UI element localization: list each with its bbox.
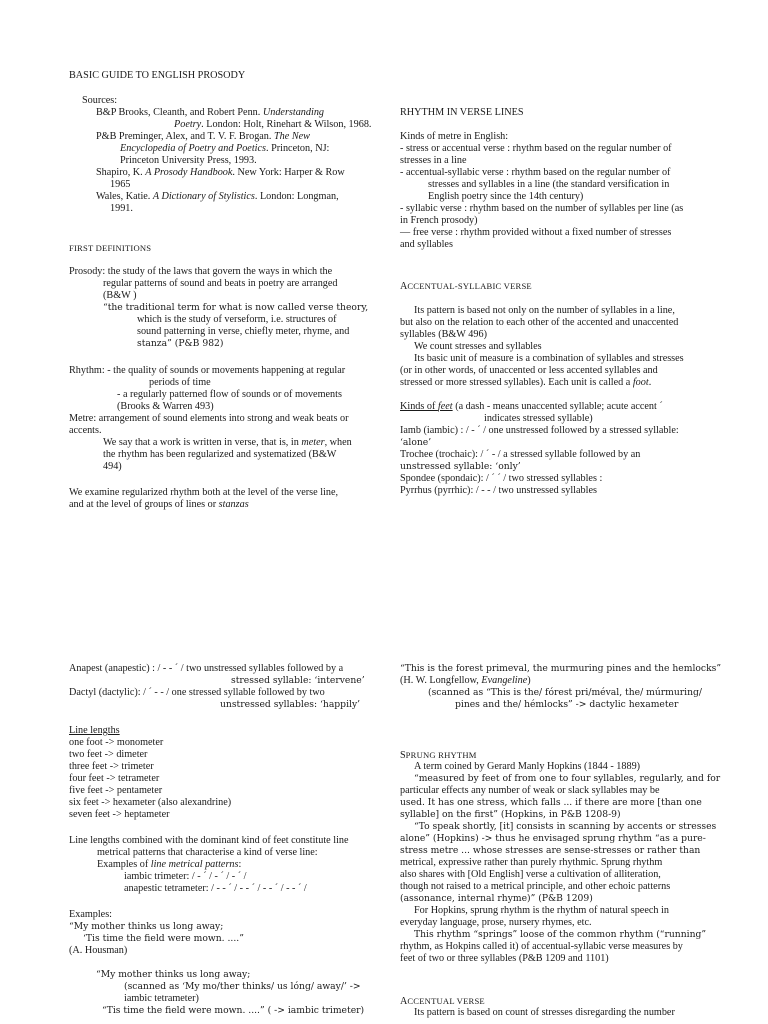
examine-paragraph: We examine regularized rhythm both at the level of the verse line, and at the level of groups of lines or stanzas [69,487,339,510]
source-bp: B&P Brooks, Cleanth, and Robert Penn. Understanding [96,107,324,118]
source-shapiro: Shapiro, K. A Prosody Handbook. New York: Harper & Row [96,167,345,178]
foot-pyrrhus: Pyrrhus (pyrrhic): / - - / two unstressed syllables [400,485,597,496]
first-definitions-heading: FIRST DEFINITIONS [69,243,152,253]
kinds-of-feet: Kinds of feet (a dash - means unaccented syllable; acute accent ´ indicates stressed syllable) Iamb (iambic) : / - ´ / one unstressed followed by a stressed syllable: ‘alone’ Trochee (trochaic): / ´ - / a stressed syllable followed by an unstressed syllable: ‘only’ Spondee (spondaic): / ´ ´ / two stressed syllables : Pyrrhus (pyrrhic): / - - / two unstressed syllables [400,401,679,496]
sources-block [82,95,371,215]
anapest-dactyl: Anapest (anapestic) : / - - ´ / two unstressed syllables followed by a stressed syllable: ‘intervene’ Dactyl (dactylic): / ´ - - / one stressed syllable followed by two unstressed syllables: ‘happily’ [69,663,365,710]
foot-iamb: Iamb (iambic) : / - ´ / one unstressed followed by a stressed syllable: [400,425,679,436]
line-lengths: Line lengths one foot -> monometer two feet -> dimeter three feet -> trimeter four feet -> tetrameter five feet -> pentameter six feet -> hexameter (also alexandrine) seven feet -> heptameter [69,725,232,820]
accentual-syllabic-text: Its pattern is based not only on the number of syllables in a line, but also on the relation to each other of the accented and unaccented syllables (B&W 496) We count stresses and syllables Its basic unit of measure is a combination of syllables and stresses (or in other words, of unaccented or less accented syllables and stressed or more stressed syllables). Each unit is called a foot. [400,305,684,388]
examples-scanned: “My mother thinks us long away; (scanned as ‘My mo/ther thinks/ us lóng/ away/’ -> iambic tetrameter) “Tis time the field were mown. ....” ( -> iambic trimeter) [96,969,365,1016]
rhythm-verse-heading: RHYTHM IN VERSE LINES [400,107,524,118]
foot-dactyl: Dactyl (dactylic): / ´ - - / one stressed syllable followed by two [69,687,325,698]
examples-housman: Examples: “My mother thinks us long away; ‘Tis time the field were mown. ....” (A. Housman) [69,909,244,956]
sprung-rhythm-text: A term coined by Gerard Manly Hopkins (1844 - 1889) “measured by feet of from one to four syllables, regularly, and for particular effects any number of weak or slack syllables may be used. It has one stress, which falls ... if there are more [than one syllable] on the first” (Hopkins, in P&B 1208-9) “To speak shortly, [it] consists in scanning by accents or stresses alone” (Hopkins) -> thus he envisaged sprung rhythm “as a pure- stress metre ... whose stresses are sense-stresses or rather than metrical, expressive rather than purely rhythmic. Sprung rhythm also shares with [Old English] verse a cultivation of alliteration, though not raised to a metrical principle, and other echoic patterns (assonance, internal rhyme)” (P&B 1209) For Hopkins, sprung rhythm is the rhythm of natural speech in everyday language, prose, nursery rhymes, etc. This rhythm “springs” loose of the common rhythm (“running” rhythm, as Hokpins called it) of accentual-syllabic verse measures by feet of two or three syllables (P&B 1209 and 1101) [400,761,721,964]
accentual-verse-heading: ACCENTUAL VERSE [400,996,485,1007]
foot-anapest: Anapest (anapestic) : / - - ´ / two unstressed syllables followed by a [69,663,344,674]
accentual-syllabic-heading: ACCENTUAL-SYLLABIC VERSE [400,281,532,292]
source-wales-year: 1991. [110,203,133,214]
source-bp-cont: Poetry. London: Holt, Rinehart & Wilson, 1968. [174,119,372,130]
kinds-of-metre: Kinds of metre in English: - stress or accentual verse : rhythm based on the regular number of stresses in a line - accentual-syllabic verse : rhythm based on the regular number of stresses and syllables in a line (the standard versification in English poetry since the 14th century) - syllabic verse : rhythm based on the number of syllables per line (as in French prosody) — free verse : rhythm provided without a fixed number of stresses and syllables [400,131,684,250]
sources-heading: Sources: [82,95,118,106]
source-pb: P&B Preminger, Alex, and T. V. F. Brogan. The New [96,131,310,142]
rhythm-definition: Rhythm: - the quality of sounds or movements happening at regular periods of time - a regularly patterned flow of sounds or of movements (Brooks & Warren 493) [69,365,346,412]
accentual-verse-text: Its pattern is based on count of stresses disregarding the number [414,1007,675,1018]
page-title [69,70,245,82]
foot-spondee: Spondee (spondaic): / ´ ´ / two stressed syllables : [400,473,603,484]
source-shapiro-year: 1965 [110,179,131,190]
source-pb-cont: Encyclopedia of Poetry and Poetics. Princeton, NJ: [120,143,330,154]
metrical-patterns: Line lengths combined with the dominant kind of feet constitute line metrical patterns that characterise a kind of verse line: Examples of line metrical patterns: iambic trimeter: / - ´ / - ´ / - ´ / anapestic tetrameter: / - - ´ / - - ´ / - - ´ / - - ´ / [69,835,349,894]
source-wales: Wales, Katie. A Dictionary of Stylistics. London: Longman, [96,191,339,202]
metre-definition: Metre: arrangement of sound elements into strong and weak beats or accents. We say that a work is written in verse, that is, in meter, when the rhythm has been regularized and systematized (B&W 494) [69,413,352,472]
foot-trochee: Trochee (trochaic): / ´ - / a stressed syllable followed by an [400,449,641,460]
prosody-definition: Prosody: the study of the laws that govern the ways in which the regular patterns of sound and beats in poetry are arranged (B&W ) “the traditional term for what is now called verse theory, which is the study of verseform, i.e. structures of sound patterning in verse, chiefly meter, rhyme, and stanza” (P&B 982) [69,266,369,349]
forest-example: “This is the forest primeval, the murmuring pines and the hemlocks” (H. W. Longfellow, Evangeline) (scanned as “This is the/ fórest pri/méval, the/ múrmuring/ pines and the/ hémlocks” -> dactylic hexameter [400,663,722,710]
title-text: BASIC GUIDE TO ENGLISH PROSODY [69,70,246,81]
sprung-rhythm-heading: SPRUNG RHYTHM [400,750,477,761]
source-pb-publisher: Princeton University Press, 1993. [120,155,257,166]
